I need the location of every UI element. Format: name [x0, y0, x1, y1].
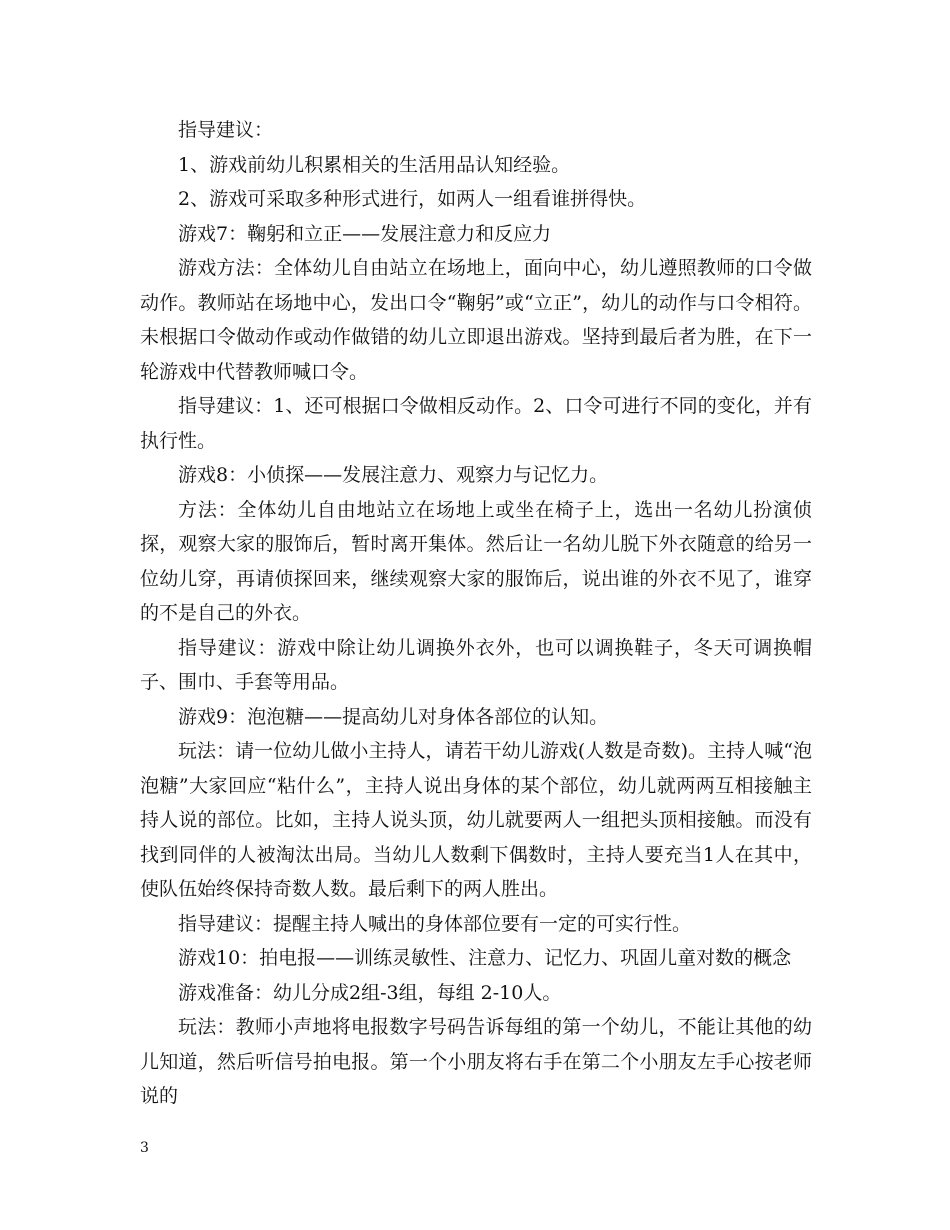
- paragraph-game-9-title: 游戏9：泡泡糖——提高幼儿对身体各部位的认知。: [178, 705, 609, 728]
- paragraph-game-7-method: 游戏方法：全体幼儿自由站立在场地上，面向中心，幼儿遵照教师的口令做动作。教师站在场地中心，发出口令“鞠躬”或“立正”，幼儿的动作与口令相符。未根据口令做动作或动作做错的幼儿立即退出游戏。坚持到最后者为胜，在下一轮游戏中代替教师喊口令。: [140, 257, 812, 383]
- paragraph-guidance-2: 2、游戏可采取多种形式进行，如两人一组看谁拼得快。: [178, 188, 647, 210]
- paragraph-game-10-preparation: 游戏准备：幼儿分成2组-3组，每组 2-10人。: [178, 981, 562, 1004]
- paragraph-guidance-heading: 指导建议：: [178, 119, 274, 141]
- paragraph-game-9-guidance: 指导建议：提醒主持人喊出的身体部位要有一定的可实行性。: [178, 912, 692, 935]
- paragraph-game-8-method: 方法：全体幼儿自由地站立在场地上或坐在椅子上，选出一名幼儿扮演侦探，观察大家的服饰后，暂时离开集体。然后让一名幼儿脱下外衣随意的给另一位幼儿穿，再请侦探回来，继续观察大家的服饰后，说出谁的外衣不见了，谁穿的不是自己的外衣。: [140, 498, 812, 624]
- paragraph-game-8-guidance: 指导建议：游戏中除让幼儿调换外衣外，也可以调换鞋子，冬天可调换帽子、围巾、手套等用品。: [140, 636, 812, 693]
- paragraph-guidance-1: 1、游戏前幼儿积累相关的生活用品认知经验。: [178, 153, 571, 176]
- paragraph-game-10-title: 游戏10：拍电报——训练灵敏性、注意力、记忆力、巩固儿童对数的概念: [178, 947, 792, 969]
- paragraph-game-8-title: 游戏8：小侦探——发展注意力、观察力与记忆力。: [178, 464, 609, 486]
- paragraph-game-7-guidance: 指导建议：1、还可根据口令做相反动作。2、口令可进行不同的变化，并有执行性。: [140, 395, 812, 452]
- paragraph-game-7-title: 游戏7：鞠躬和立正——发展注意力和反应力: [178, 222, 552, 245]
- paragraph-game-10-method: 玩法：教师小声地将电报数字号码告诉每组的第一个幼儿，不能让其他的幼儿知道，然后听信号拍电报。第一个小朋友将右手在第二个小朋友左手心按老师说的: [140, 1016, 812, 1107]
- body-text: [140, 113, 812, 1114]
- paragraph-game-9-method: 玩法：请一位幼儿做小主持人，请若干幼儿游戏(人数是奇数)。主持人喊“泡泡糖”大家回应“粘什么”，主持人说出身体的某个部位，幼儿就两两互相接触主持人说的部位。比如，主持人说头顶，幼儿就要两人一组把头顶相接触。而没有找到同伴的人被淘汰出局。当幼儿人数剩下偶数时，主持人要充当1人在其中，使队伍始终保持奇数人数。最后剩下的两人胜出。: [140, 740, 812, 900]
- page-number: 3: [140, 1140, 149, 1156]
